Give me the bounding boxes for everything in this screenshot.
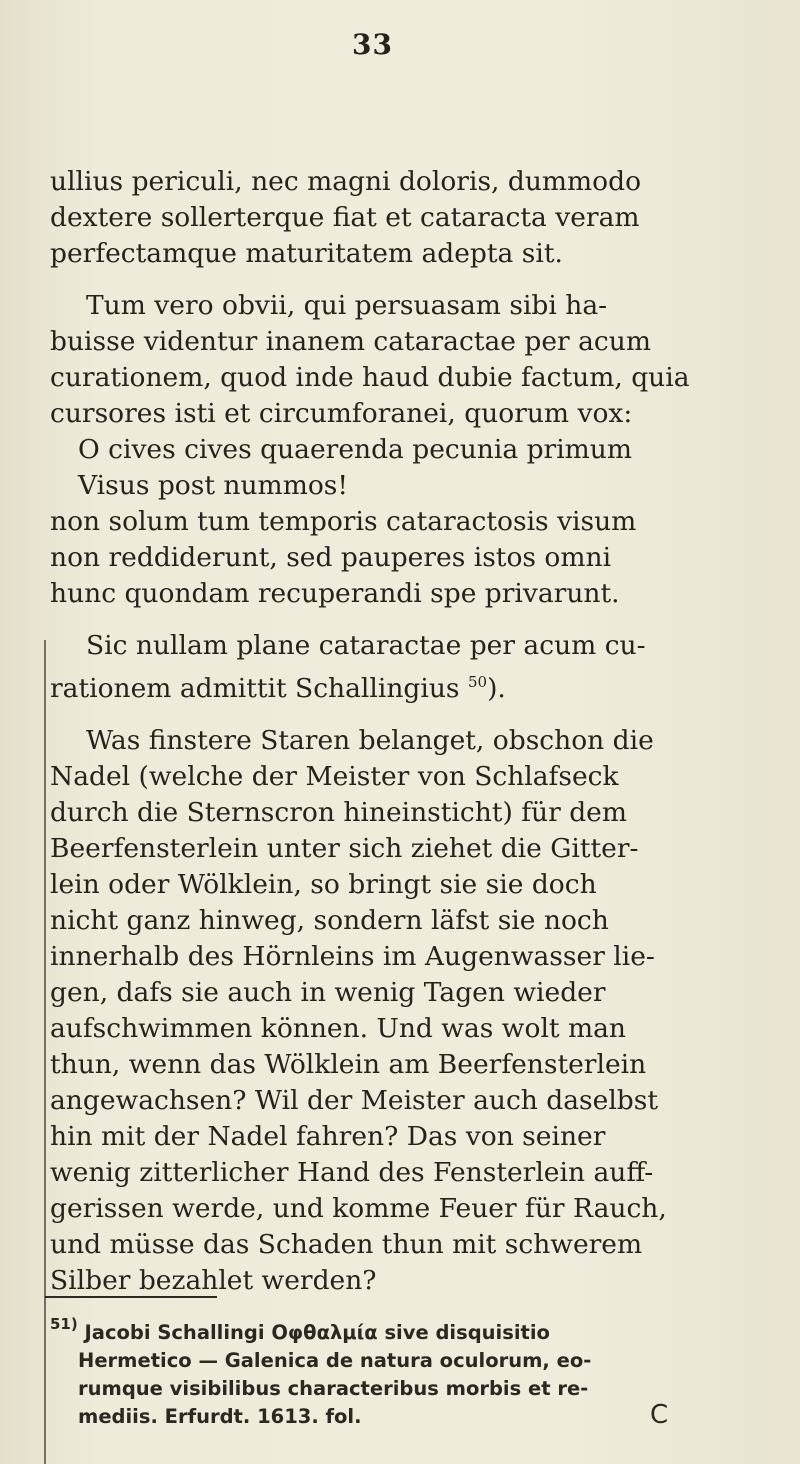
verse-line: Visus post nummos! xyxy=(78,470,349,501)
text-fragment: ). xyxy=(487,673,506,704)
text-line: non reddiderunt, sed pauperes istos omni xyxy=(50,542,612,573)
body-text xyxy=(50,164,750,1299)
text-line: wenig zitterlicher Hand des Fensterlein auff- xyxy=(50,1157,654,1188)
text-line: buisse videntur inanem cataractae per acum xyxy=(50,326,651,357)
footnote-reference: 50 xyxy=(467,673,488,691)
text-line: Beerfensterlein unter sich ziehet die Gitter- xyxy=(50,833,639,864)
text-line: hunc quondam recuperandi spe privarunt. xyxy=(50,578,620,609)
text-line: und müsse das Schaden thun mit schwerem xyxy=(50,1229,643,1260)
text-line xyxy=(50,664,750,707)
text-line: curationem, quod inde haud dubie factum, quia xyxy=(50,362,690,393)
footnote-marker: 51) xyxy=(50,1315,78,1333)
text-line: nicht ganz hinweg, sondern läfst sie noch xyxy=(50,905,609,936)
text-line: cursores isti et circumforanei, quorum vox: xyxy=(50,398,633,429)
footnote-line xyxy=(50,1310,750,1347)
text-line: Sic nullam plane cataractae per acum cu- xyxy=(86,630,646,661)
text-line: non solum tum temporis cataractosis visum xyxy=(50,506,637,537)
footnote-line: mediis. Erfurdt. 1613. fol. xyxy=(78,1405,362,1428)
text-line: Nadel (welche der Meister von Schlafseck xyxy=(50,761,619,792)
text-line: Silber bezahlet werden? xyxy=(50,1265,377,1296)
margin-rule xyxy=(44,640,46,1464)
text-line: perfectamque maturitatem adepta sit. xyxy=(50,238,563,269)
text-line: durch die Sternscron hineinsticht) für dem xyxy=(50,797,627,828)
text-line: dextere sollerterque fiat et cataracta veram xyxy=(50,202,640,233)
footnote-line: Hermetico — Galenica de natura oculorum, eo- xyxy=(78,1349,592,1372)
page-number: 33 xyxy=(352,28,393,61)
signature-mark: C xyxy=(650,1400,669,1430)
text-line: ullius periculi, nec magni doloris, dummodo xyxy=(50,166,642,197)
text-line: gen, dafs sie auch in wenig Tagen wieder xyxy=(50,977,606,1008)
text-line: gerissen werde, und komme Feuer für Rauch, xyxy=(50,1193,667,1224)
text-line: innerhalb des Hörnleins im Augenwasser lie- xyxy=(50,941,655,972)
footnote-separator xyxy=(45,1296,217,1298)
verse-line: O cives cives quaerenda pecunia primum xyxy=(78,434,633,465)
footnote xyxy=(50,1310,750,1431)
text-line: Was finstere Staren belanget, obschon die xyxy=(86,725,654,756)
text-fragment: rationem admittit Schallingius xyxy=(50,673,460,704)
footnote-line: rumque visibilibus characteribus morbis et re- xyxy=(78,1377,589,1400)
text-line: hin mit der Nadel fahren? Das von seiner xyxy=(50,1121,606,1152)
text-line: lein oder Wölklein, so bringt sie sie doch xyxy=(50,869,597,900)
text-line: thun, wenn das Wölklein am Beerfensterlein xyxy=(50,1049,647,1080)
text-line: aufschwimmen können. Und was wolt man xyxy=(50,1013,626,1044)
text-line: Tum vero obvii, qui persuasam sibi ha- xyxy=(86,290,608,321)
text-fragment: Jacobi Schallingi Οφθαλμία sive disquisitio xyxy=(84,1321,550,1344)
text-line: angewachsen? Wil der Meister auch daselbst xyxy=(50,1085,659,1116)
